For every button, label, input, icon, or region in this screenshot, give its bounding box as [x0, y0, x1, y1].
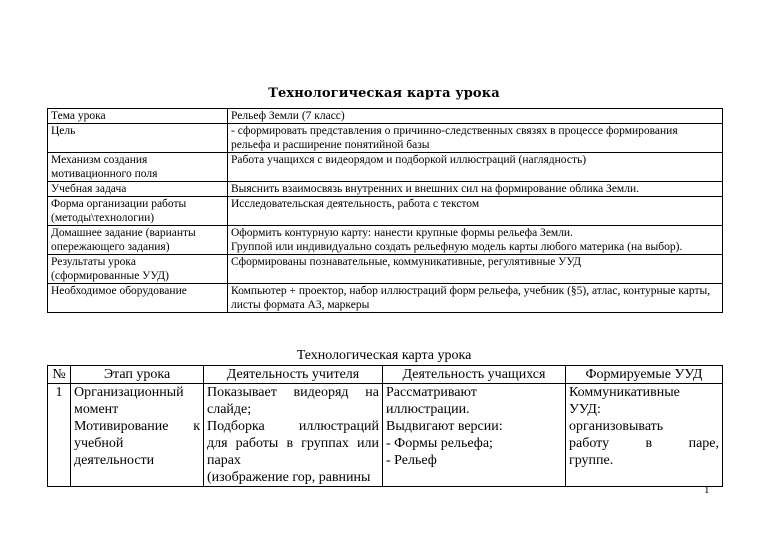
row-value: Выяснить взаимосвязь внутренних и внешних сил на формирование облика Земли.: [228, 182, 723, 197]
lesson-info-table: [47, 108, 723, 313]
header-row: [48, 366, 723, 384]
table-row: [48, 109, 723, 124]
table-row: [48, 182, 723, 197]
stage-cell: [71, 384, 204, 487]
text-line: для работы в группах или: [207, 436, 379, 451]
row-label: Домашнее задание (варианты опережающего задания): [48, 226, 228, 255]
stage-number: 1: [48, 384, 71, 487]
student-activity-cell: [383, 384, 566, 487]
row-value: Компьютер + проектор, набор иллюстраций форм рельефа, учебник (§5), атлас, контурные карты, листы формата А3, маркеры: [228, 284, 723, 313]
row-value: [228, 226, 723, 255]
stage-word: к: [193, 419, 200, 434]
homework-line: Группой или индивидуально создать рельефную модель карты любого материка (на выбор).: [231, 241, 683, 253]
column-header: №: [48, 366, 71, 384]
column-header: Этап урока: [71, 366, 204, 384]
document-title: Технологическая карта урока: [268, 86, 500, 101]
row-value: - сформировать представления о причинно-следственных связях в процессе формирования рельефа и расширение понятийной базы: [228, 124, 723, 153]
row-value: Рельеф Земли (7 класс): [228, 109, 723, 124]
text-line: работу в паре,: [569, 436, 719, 451]
lesson-stages-table: [47, 365, 723, 487]
table-row: [48, 197, 723, 226]
stage-line: Организационный момент: [74, 385, 184, 417]
table-row: [48, 153, 723, 182]
column-header: Формируемые УУД: [566, 366, 723, 384]
uud-cell: [566, 384, 723, 487]
text-line: - Рельеф: [386, 453, 437, 468]
section-title: Технологическая карта урока: [296, 348, 472, 363]
row-value: Сформированы познавательные, коммуникативные, регулятивные УУД: [228, 255, 723, 284]
text-line: Подборка иллюстраций: [207, 419, 379, 434]
text-line: иллюстрации.: [386, 402, 470, 417]
stage-line: учебной деятельности: [74, 436, 155, 468]
stage-line: [74, 418, 200, 435]
table-row: [48, 255, 723, 284]
text-line: Выдвигают версии:: [386, 419, 503, 434]
row-value: Работа учащихся с видеорядом и подборкой иллюстраций (наглядность): [228, 153, 723, 182]
text-line: группе.: [569, 453, 614, 468]
text-line: (изображение гор, равнины: [207, 470, 371, 485]
text-line: Коммуникативные: [569, 385, 680, 400]
row-label: Форма организации работы (методы\технологии): [48, 197, 228, 226]
column-header: Деятельность учителя: [204, 366, 383, 384]
text-line: слайде;: [207, 402, 252, 417]
table-row: [48, 284, 723, 313]
text-line: парах: [207, 453, 241, 468]
row-label: Необходимое оборудование: [48, 284, 228, 313]
row-label: Механизм создания мотивационного поля: [48, 153, 228, 182]
row-label: Результаты урока (сформированные УУД): [48, 255, 228, 284]
stage-word: Мотивирование: [74, 419, 169, 434]
homework-line: Оформить контурную карту: нанести крупные формы рельефа Земли.: [231, 227, 573, 239]
text-line: организовывать: [569, 419, 664, 434]
text-line: - Формы рельефа;: [386, 436, 493, 451]
row-value: Исследовательская деятельность, работа с текстом: [228, 197, 723, 226]
row-label: Тема урока: [48, 109, 228, 124]
page-number: 1: [704, 484, 710, 496]
row-label: Цель: [48, 124, 228, 153]
table-row: [48, 384, 723, 487]
column-header: Деятельность учащихся: [383, 366, 566, 384]
table-row: [48, 124, 723, 153]
teacher-activity-cell: [204, 384, 383, 487]
row-label: Учебная задача: [48, 182, 228, 197]
text-line: УУД:: [569, 402, 601, 417]
table-row: [48, 226, 723, 255]
text-line: Рассматривают: [386, 385, 477, 400]
text-line: Показывает видеоряд на: [207, 385, 379, 400]
